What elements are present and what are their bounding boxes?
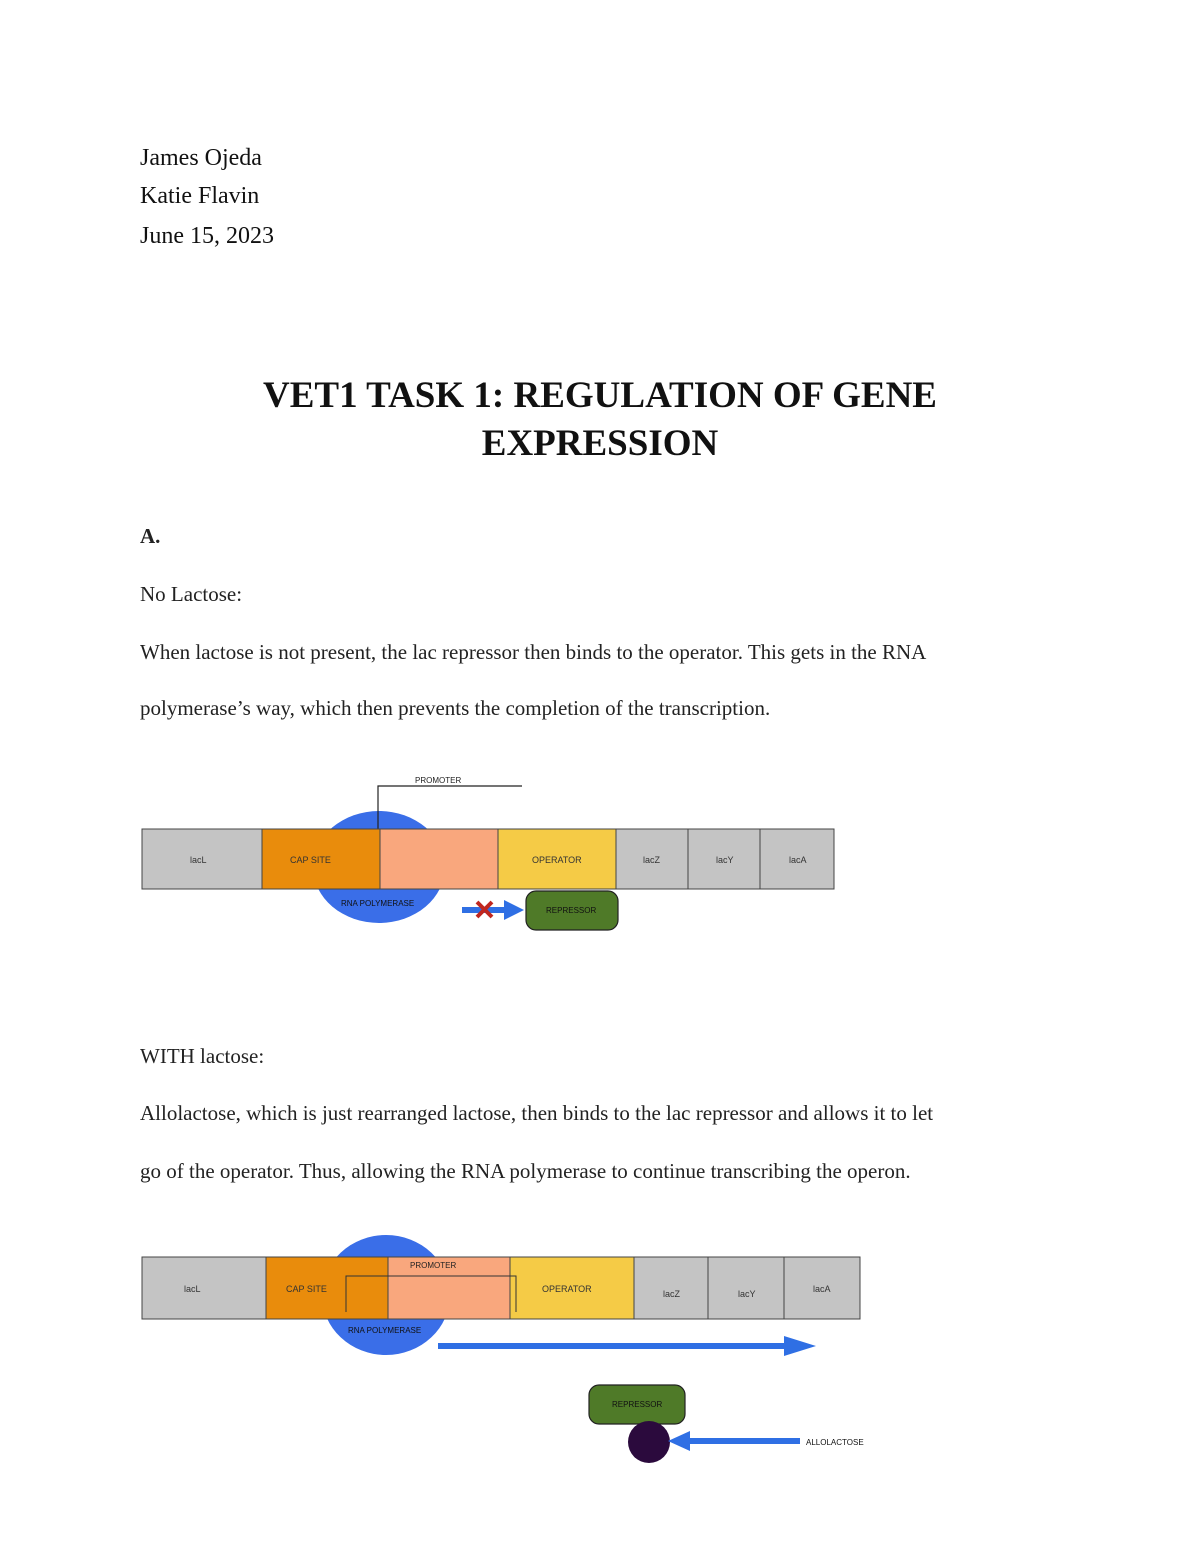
transcription-arrow-head bbox=[784, 1336, 816, 1356]
lacY-label: lacY bbox=[738, 1289, 756, 1299]
promoter-label: PROMOTER bbox=[410, 1261, 457, 1270]
rna-polymerase-label: RNA POLYMERASE bbox=[341, 899, 415, 908]
promoter-label: PROMOTER bbox=[415, 776, 462, 785]
lacY-label: lacY bbox=[716, 855, 734, 865]
lacI-label: lacL bbox=[184, 1284, 201, 1294]
allolactose-molecule bbox=[628, 1421, 670, 1463]
cap-site-block bbox=[266, 1257, 388, 1319]
lacI-label: lacL bbox=[190, 855, 207, 865]
lacZ-label: lacZ bbox=[663, 1289, 681, 1299]
lacZ-label: lacZ bbox=[643, 855, 661, 865]
with-lactose-text-line-2: go of the operator. Thus, allowing the RNA polymerase to continue transcribing the operon. bbox=[140, 1159, 911, 1183]
cap-site-label: CAP SITE bbox=[290, 855, 331, 865]
lacA-label: lacA bbox=[813, 1284, 831, 1294]
allolactose-label: ALLOLACTOSE bbox=[806, 1438, 864, 1447]
cap-site-label: CAP SITE bbox=[286, 1284, 327, 1294]
lacA-label: lacA bbox=[789, 855, 807, 865]
lacY-block bbox=[708, 1257, 784, 1319]
with-lactose-text-line-1: Allolactose, which is just rearranged lactose, then binds to the lac repressor and allows it to let bbox=[140, 1101, 934, 1125]
no-lactose-text-line-2: polymerase’s way, which then prevents the completion of the transcription. bbox=[140, 696, 771, 720]
document-date: June 15, 2023 bbox=[140, 223, 274, 249]
no-lactose-text-line-1: When lactose is not present, the lac repressor then binds to the operator. This gets in the RNA bbox=[140, 640, 927, 664]
repressor-label: REPRESSOR bbox=[546, 906, 597, 915]
rna-polymerase-label: RNA POLYMERASE bbox=[348, 1326, 422, 1335]
lacZ-block bbox=[634, 1257, 708, 1319]
instructor-name: Katie Flavin bbox=[140, 183, 260, 209]
title-line-2: EXPRESSION bbox=[481, 423, 719, 464]
title-line-1: VET1 TASK 1: REGULATION OF GENE bbox=[263, 375, 937, 416]
no-lactose-label: No Lactose: bbox=[140, 582, 243, 606]
repressor-label: REPRESSOR bbox=[612, 1400, 663, 1409]
operator-label: OPERATOR bbox=[542, 1284, 592, 1294]
with-lactose-label: WITH lactose: bbox=[140, 1044, 265, 1068]
author-name: James Ojeda bbox=[140, 145, 262, 171]
allolactose-arrow-head bbox=[668, 1431, 690, 1451]
section-heading-a: A. bbox=[140, 524, 161, 548]
lacI-block bbox=[142, 1257, 266, 1319]
operator-label: OPERATOR bbox=[532, 855, 582, 865]
